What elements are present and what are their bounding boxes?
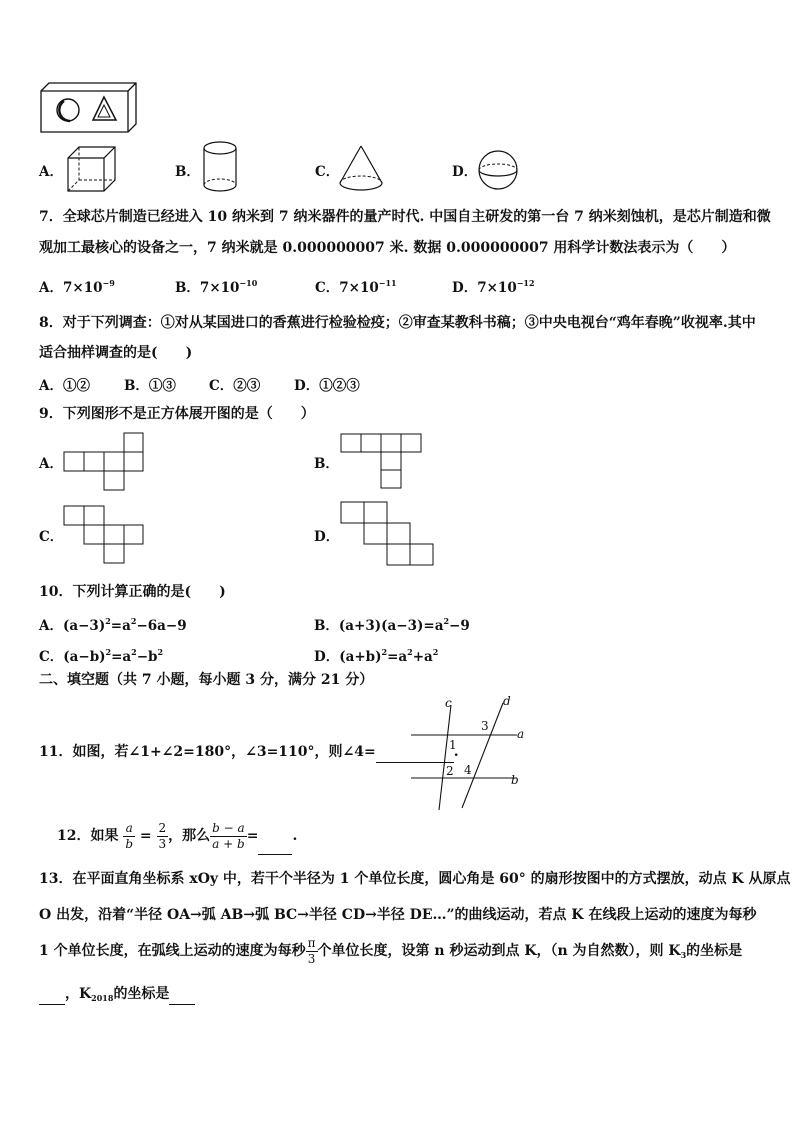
- q12-stem: 12．如果 $\frac{a}{b}$ = $\frac{2}{3}$ ，那么 $\frac{b - a}{a + b}$ = .: [57, 818, 297, 855]
- angle-3-label: 3: [481, 719, 489, 733]
- q6-option-b-label[interactable]: B．: [175, 164, 200, 180]
- q6-solid-view-figure: [40, 82, 140, 134]
- q8-stem-line1: 8．对于下列调查：①对从某国进口的香蕉进行检验检疫；②审查某教科书稿；③中央电视台“鸡年春晚”收视率.其中: [39, 315, 756, 331]
- fraction-2-over-3: $\frac{2}{3}$: [158, 820, 167, 851]
- q6-option-c-label[interactable]: C．: [315, 164, 340, 180]
- fraction-b-minus-a-over-a-plus-b: $\frac{b - a}{a + b}$: [212, 820, 245, 851]
- q11-parallel-lines-figure: [405, 690, 535, 820]
- q7-stem-line1: 7．全球芯片制造已经进入 10 纳米到 7 纳米器件的量产时代. 中国自主研发的第一台 7 纳米刻蚀机，是芯片制造和微: [39, 209, 771, 225]
- cylinder-icon: [203, 141, 239, 193]
- q6-option-d-label[interactable]: D．: [452, 164, 478, 180]
- cone-icon: [338, 145, 384, 193]
- q13-stem-line2: O 出发，沿着“半径 OA→弧 AB→弧 BC→半径 CD→半径 DE…”的曲线运动，若点 K 在线段上运动的速度为每秒: [39, 907, 757, 923]
- q9-option-d-label[interactable]: D．: [314, 529, 340, 545]
- q6-option-a-label[interactable]: A．: [39, 164, 63, 180]
- q8-option-d[interactable]: D．①②③: [294, 378, 360, 394]
- q7-option-b[interactable]: B．$7\times 10^{-10}$: [175, 278, 258, 296]
- q12-answer-blank[interactable]: [258, 818, 292, 855]
- line-d-label: d: [503, 694, 511, 708]
- line-b-label: b: [511, 773, 519, 787]
- angle-1-label: 1: [449, 738, 457, 752]
- q13-k3-answer-blank[interactable]: [39, 984, 65, 1005]
- cube-icon: [67, 146, 117, 192]
- q9-stem: 9．下列图形不是正方体展开图的是（ ）: [39, 406, 315, 422]
- sphere-icon: [478, 150, 520, 192]
- q8-option-a[interactable]: A．①②: [39, 378, 90, 394]
- fraction-pi-over-3: $\frac{\pi}{3}$: [307, 935, 316, 966]
- q8-stem-line2: 适合抽样调查的是( ): [39, 345, 193, 361]
- angle-4-label: 4: [464, 763, 472, 777]
- line-c-label: c: [445, 696, 452, 710]
- q13-k2018-answer-blank[interactable]: [169, 984, 195, 1005]
- q8-option-c[interactable]: C．②③: [209, 378, 261, 394]
- q10-option-a[interactable]: A．$(a-3)^2=a^2-6a-9$: [39, 616, 187, 634]
- q9-option-c-label[interactable]: C．: [39, 529, 64, 545]
- q7-option-a[interactable]: A．$7\times 10^{-9}$: [39, 278, 115, 296]
- q9-net-a-figure: [63, 432, 145, 492]
- angle-2-label: 2: [446, 764, 454, 778]
- q7-stem-line2: 观加工最核心的设备之一，7 纳米就是 0.000000007 米. 数据 0.000000007 用科学计数法表示为（ ）: [39, 240, 736, 256]
- fraction-a-over-b: $\frac{a}{b}$: [125, 820, 134, 851]
- q13-stem-line4: ，$K_{2018}$的坐标是: [39, 984, 195, 1005]
- q10-option-b[interactable]: B．$(a+3)(a-3)=a^2-9$: [314, 616, 470, 634]
- q13-stem-line1: 13．在平面直角坐标系 xOy 中，若干个半径为 1 个单位长度，圆心角是 60° 的扇形按图中的方式摆放，动点 K 从原点: [39, 871, 791, 887]
- q7-option-c[interactable]: C．$7\times 10^{-11}$: [315, 278, 397, 296]
- q9-option-a-label[interactable]: A．: [39, 456, 63, 472]
- q9-net-d-figure: [340, 501, 434, 567]
- q11-stem: 11．如图，若∠1+∠2=180°，∠3=110°，则∠4= .: [39, 742, 459, 763]
- q9-option-b-label[interactable]: B．: [314, 456, 339, 472]
- q10-option-d[interactable]: D．$(a+b)^2=a^2+a^2$: [314, 647, 439, 665]
- section-2-heading: 二、填空题（共 7 小题，每小题 3 分，满分 21 分）: [39, 672, 374, 688]
- q7-option-d[interactable]: D．$7\times 10^{-12}$: [452, 278, 535, 296]
- line-a-label: a: [517, 727, 525, 741]
- q10-stem: 10．下列计算正确的是( ): [39, 584, 226, 600]
- q9-net-c-figure: [63, 505, 145, 565]
- q13-stem-line3: 1 个单位长度，在弧线上运动的速度为每秒 $\frac{\pi}{3}$ 个单位长度，设第 n 秒运动到点 K，（n 为自然数），则 $K_3$的坐标是: [39, 935, 743, 966]
- q10-option-c[interactable]: C．$(a-b)^2=a^2-b^2$: [39, 647, 164, 665]
- q9-net-b-figure: [340, 433, 424, 489]
- q8-option-b[interactable]: B．①③: [124, 378, 176, 394]
